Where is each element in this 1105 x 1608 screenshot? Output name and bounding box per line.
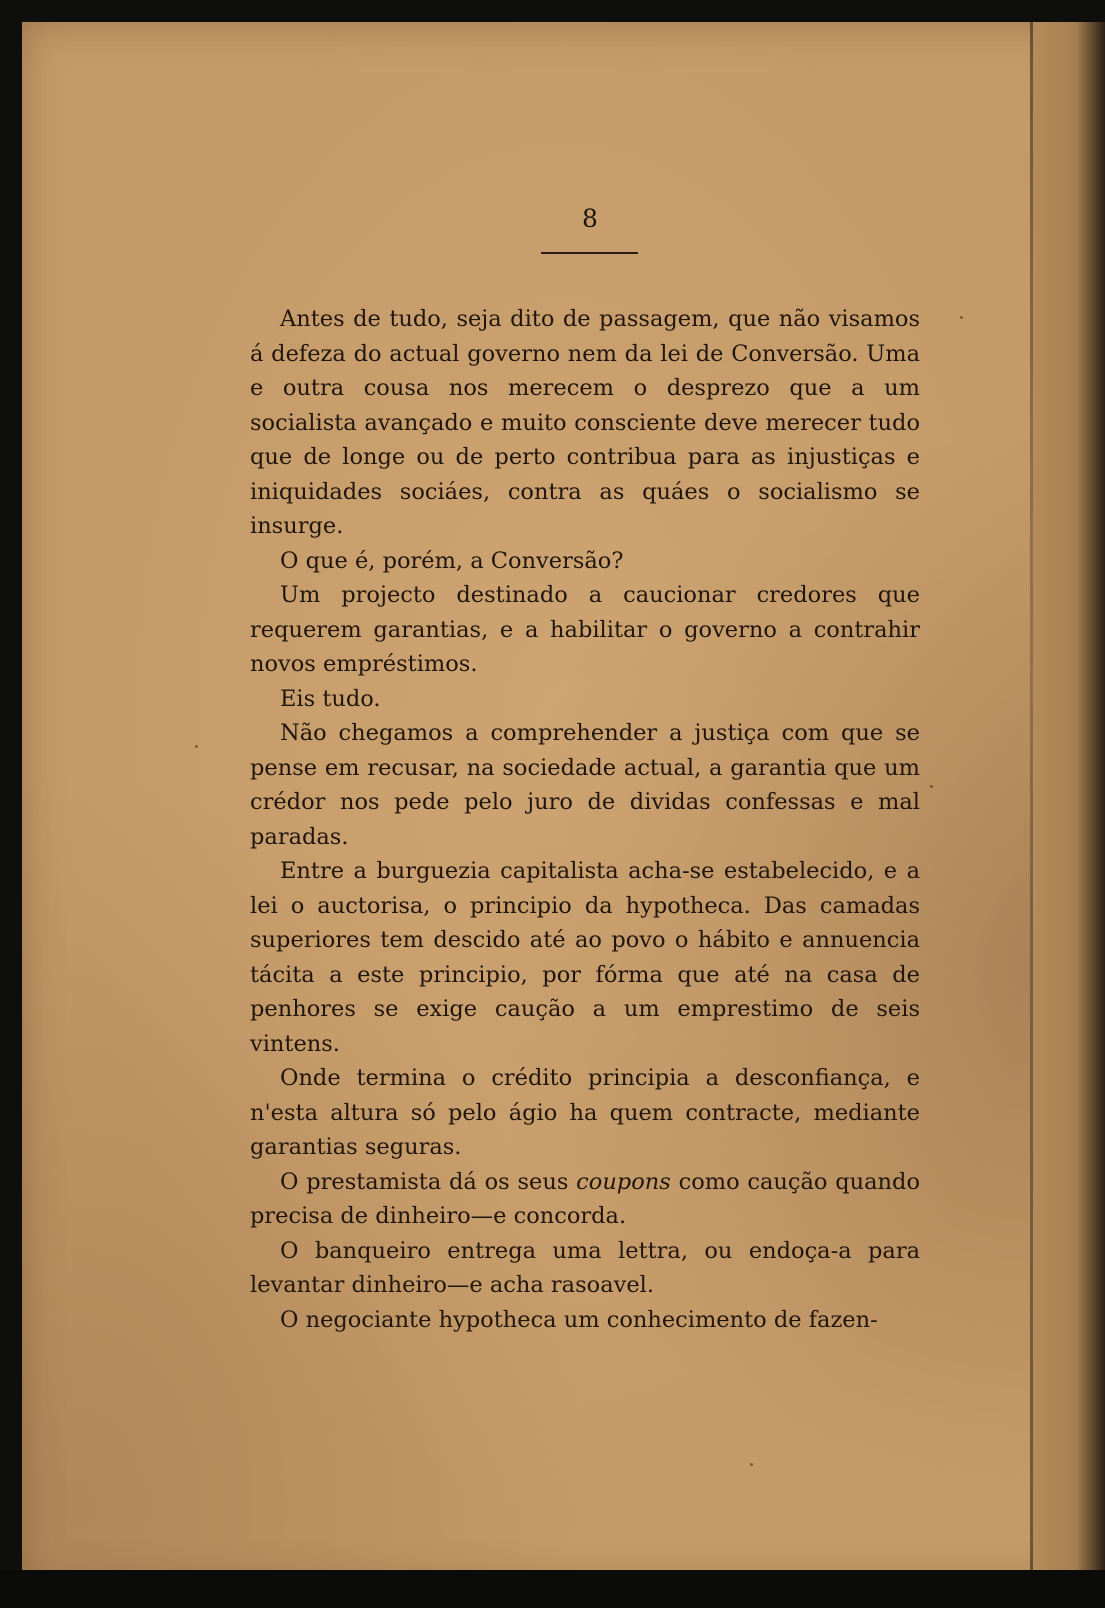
paragraph: O que é, porém, a Conversão? bbox=[280, 547, 624, 574]
paragraph: Entre a burguezia capitalista acha-se estabelecido, e a lei o auctorisa, o principio da hypotheca. Das camadas superiores tem descido até ao povo o hábito e annuencia tácita a este principio, por fórma que até na casa de penhores se exige caução a um emprestimo de seis vintens. bbox=[250, 858, 920, 1057]
paragraph-text: O prestamista dá os seus bbox=[280, 1168, 577, 1195]
paragraph: Antes de tudo, seja dito de passagem, que não visamos á defeza do actual governo nem da lei de Conversão. Uma e outra cousa nos merecem o desprezo que a um socialista avançado e muito consciente deve merecer tudo que de longe ou de perto contribua para as injustiças e iniquidades sociáes, contra as quáes o socialismo se insurge. bbox=[250, 306, 920, 539]
body-text bbox=[250, 302, 920, 1337]
header-rule bbox=[541, 252, 638, 254]
ink-speck bbox=[750, 1463, 753, 1466]
paragraph: O banqueiro entrega uma lettra, ou endoça-a para levantar dinheiro—e acha rasoavel. bbox=[250, 1237, 920, 1298]
ink-speck bbox=[960, 316, 963, 319]
paragraph: O negociante hypotheca um conhecimento de fazen- bbox=[280, 1306, 878, 1333]
paragraph-text: como caução quando precisa de dinheiro—e concorda. bbox=[250, 1168, 920, 1229]
italic-word: coupons bbox=[576, 1168, 671, 1195]
paragraph: Onde termina o crédito principia a desconfiança, e n'esta altura só pelo ágio ha quem contracte, mediante garantias seguras. bbox=[250, 1065, 920, 1160]
paragraph bbox=[250, 1165, 920, 1234]
paragraph: Eis tudo. bbox=[280, 685, 381, 712]
paragraph: Um projecto destinado a caucionar credores que requerem garantias, e a habilitar o governo a contrahir novos empréstimos. bbox=[250, 582, 920, 677]
scan-bottom-edge bbox=[0, 1570, 1105, 1608]
page-number: 8 bbox=[582, 204, 598, 233]
adjacent-page-edge bbox=[1033, 22, 1105, 1584]
paragraph: Não chegamos a comprehender a justiça com que se pense em recusar, na sociedade actual, a garantia que um crédor nos pede pelo juro de dividas confessas e mal paradas. bbox=[250, 720, 920, 850]
ink-speck bbox=[195, 745, 198, 748]
ink-speck bbox=[930, 785, 933, 788]
